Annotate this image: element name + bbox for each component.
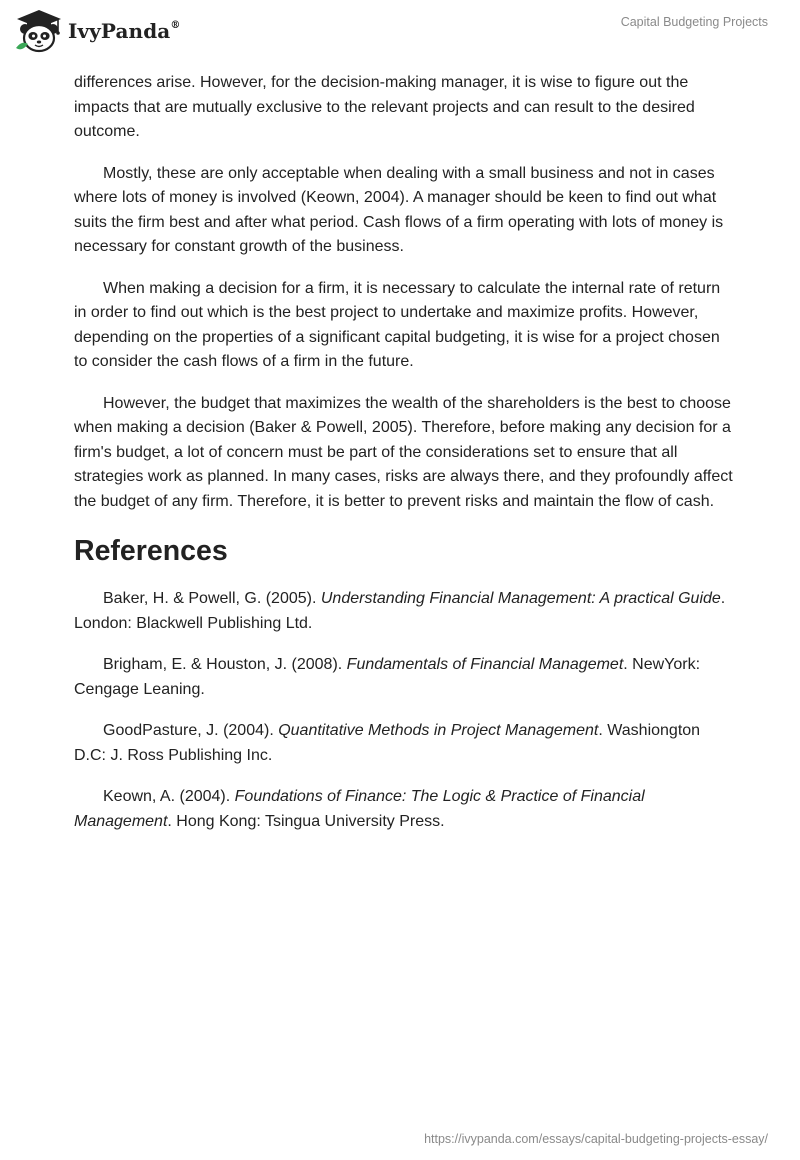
reference-item: Brigham, E. & Houston, J. (2008). Fundamentals of Financial Managemet. NewYork: Cengage Leaning. (74, 656, 701, 698)
reference-item: Keown, A. (2004). Foundations of Finance: The Logic & Practice of Financial Management. Hong Kong: Tsingua University Press. (74, 788, 645, 830)
source-url[interactable]: https://ivypanda.com/essays/capital-budgeting-projects-essay/ (424, 1132, 768, 1146)
document-title: Capital Budgeting Projects (620, 15, 768, 29)
references-heading: References (74, 535, 228, 567)
reference-item: GoodPasture, J. (2004). Quantitative Methods in Project Management. Washiongton D.C: J. Ross Publishing Inc. (74, 722, 701, 764)
body-paragraph: Mostly, these are only acceptable when dealing with a small business and not in cases where lots of money is involved (Keown, 2004). A manager should be keen to find out what suits the firm best and after what period. Cash flows of a firm operating with lots of money is necessary for constant growth of the business. (74, 164, 724, 255)
body-paragraph: differences arise. However, for the decision-making manager, it is wise to figure out the impacts that are mutually exclusive to the relevant projects and can result to the desired outcome. (74, 74, 695, 140)
panda-mortarboard-icon (14, 8, 64, 54)
essay-content (74, 71, 734, 851)
body-paragraph: However, the budget that maximizes the wealth of the shareholders is the best to choose when making a decision (Baker & Powell, 2005). Therefore, before making any decision for a firm's budget, a lot of concern must be part of the considerations set to ensure that all strategies work as planned. In many cases, risks are always there, and they profoundly affect the budget of any firm. Therefore, it is better to prevent risks and maintain the flow of cash. (74, 394, 733, 510)
page-header (0, 0, 800, 64)
ivypanda-logo[interactable] (14, 8, 180, 54)
reference-item: Baker, H. & Powell, G. (2005). Understanding Financial Management: A practical Guide. London: Blackwell Publishing Ltd. (74, 590, 726, 632)
logo-wordmark: IvyPanda® (68, 19, 181, 43)
body-paragraph: When making a decision for a firm, it is necessary to calculate the internal rate of return in order to find out which is the best project to undertake and maximize profits. However, depending on the properties of a significant capital budgeting, it is wise for a project chosen to consider the cash flows of a firm in the future. (74, 279, 721, 370)
